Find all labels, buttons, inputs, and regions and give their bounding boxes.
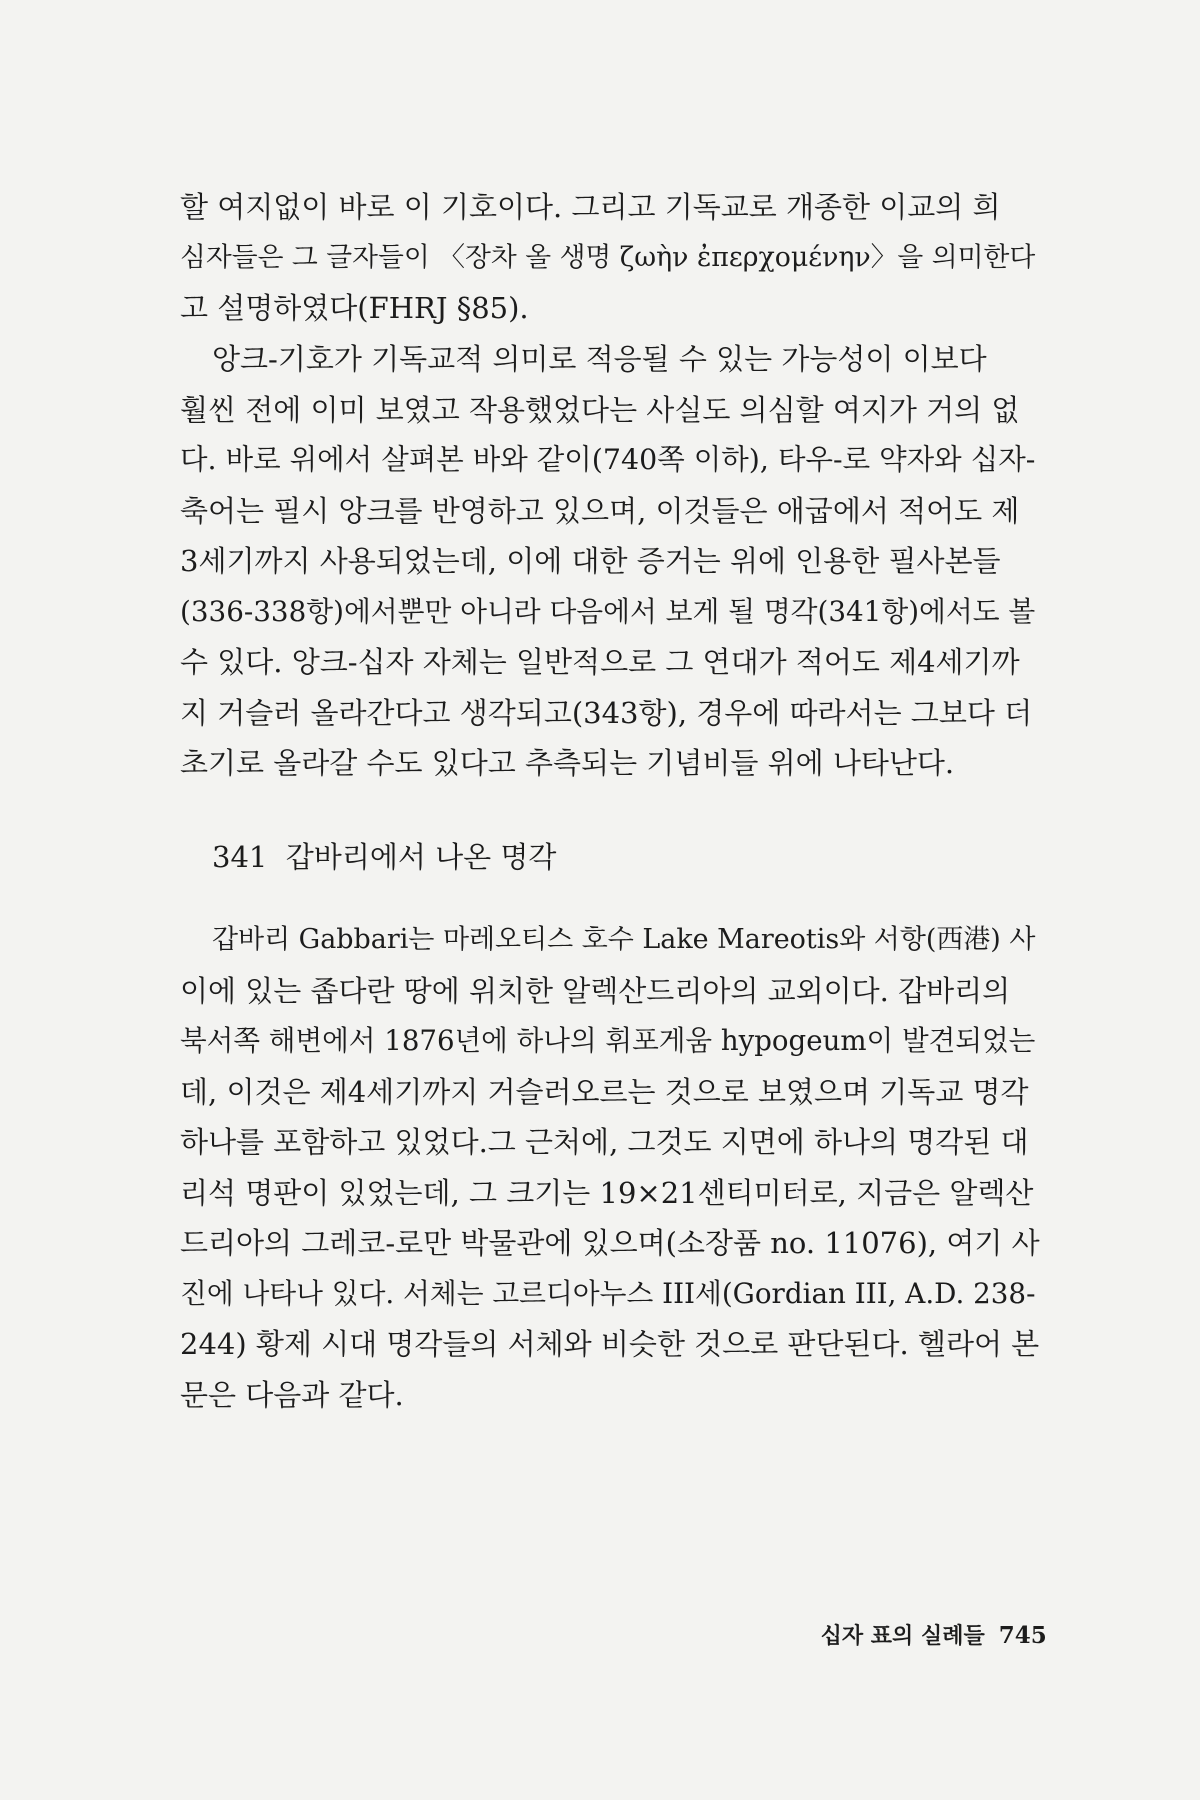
text-line: 고 설명하였다(FHRJ §85). bbox=[180, 291, 529, 325]
section-heading: 341 갑바리에서 나온 명각 bbox=[212, 840, 557, 874]
text-line: 3세기까지 사용되었는데, 이에 대한 증거는 위에 인용한 필사본들 bbox=[180, 544, 1001, 578]
text-line: 244) 황제 시대 명각들의 서체와 비슷한 것으로 판단된다. 헬라어 본 bbox=[180, 1327, 1040, 1361]
text-line: 할 여지없이 바로 이 기호이다. 그리고 기독교로 개종한 이교의 희 bbox=[180, 190, 1001, 224]
text-line: 진에 나타나 있다. 서체는 고르디아누스 III세(Gordian III, A.D. 238- bbox=[180, 1276, 1036, 1310]
text-line: 앙크-기호가 기독교적 의미로 적응될 수 있는 가능성이 이보다 bbox=[212, 342, 987, 376]
text-line: 훨씬 전에 이미 보였고 작용했었다는 사실도 의심할 여지가 거의 없 bbox=[180, 392, 1020, 427]
text-line: 지 거슬러 올라간다고 생각되고(343항), 경우에 따라서는 그보다 더 bbox=[180, 695, 1033, 730]
text-line: 드리아의 그레코-로만 박물관에 있으며(소장품 no. 11076), 여기 사 bbox=[180, 1226, 1040, 1260]
page-footer bbox=[790, 1576, 1047, 1649]
text-line: 심자들은 그 글자들이 〈장차 올 생명 ζωὴν ἐπερχομένην〉을 의미한다 bbox=[180, 241, 1036, 273]
text-line: 축어는 필시 앙크를 반영하고 있으며, 이것들은 애굽에서 적어도 제 bbox=[180, 493, 1020, 528]
text-line: 갑바리 Gabbari는 마레오티스 호수 Lake Mareotis와 서항(西港) 사 bbox=[212, 924, 1036, 955]
text-line: 초기로 올라갈 수도 있다고 추측되는 기념비들 위에 나타난다. bbox=[180, 746, 955, 780]
page-number: 745 bbox=[998, 1622, 1047, 1649]
text-line: (336-338항)에서뿐만 아니라 다음에서 보게 될 명각(341항)에서도 볼 bbox=[180, 594, 1036, 628]
text-line: 다. 바로 위에서 살펴본 바와 같이(740쪽 이하), 타우-로 약자와 십자- bbox=[180, 443, 1036, 476]
text-line: 북서쪽 해변에서 1876년에 하나의 휘포게움 hypogeum이 발견되었는 bbox=[180, 1024, 1036, 1057]
text-line: 리석 명판이 있었는데, 그 크기는 19×21센티미터로, 지금은 알렉산 bbox=[180, 1175, 1034, 1210]
text-line: 문은 다음과 같다. bbox=[180, 1377, 404, 1412]
text-line: 이에 있는 좁다란 땅에 위치한 알렉산드리아의 교외이다. 갑바리의 bbox=[180, 973, 1011, 1008]
running-head: 십자 표의 실례들 bbox=[820, 1624, 985, 1649]
text-line: 하나를 포함하고 있었다.그 근처에, 그것도 지면에 하나의 명각된 대 bbox=[180, 1125, 1029, 1159]
text-line: 데, 이것은 제4세기까지 거슬러오르는 것으로 보였으며 기독교 명각 bbox=[180, 1074, 1029, 1109]
text-line: 수 있다. 앙크-십자 자체는 일반적으로 그 연대가 적어도 제4세기까 bbox=[180, 645, 1020, 679]
paragraph-continued bbox=[180, 182, 1040, 334]
paragraph-ankh-sign bbox=[180, 334, 1040, 789]
paragraph-gabbari bbox=[180, 915, 1040, 1420]
